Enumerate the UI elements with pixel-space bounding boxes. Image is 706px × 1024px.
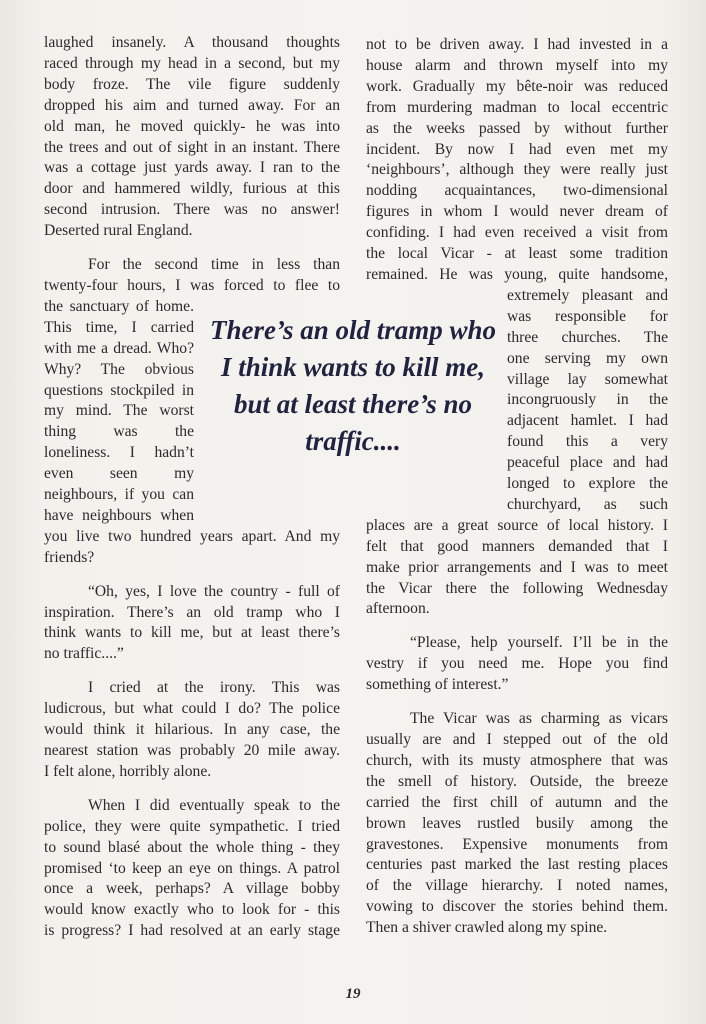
text-line: second intrusion. There was no answer! [44, 201, 340, 219]
text-line: something of interest.” [366, 676, 509, 694]
text-line: church, with its musty atmosphere that was [366, 751, 668, 769]
text-line: friends? [44, 548, 95, 566]
text-line: “Oh, yes, I love the country - full of [88, 582, 340, 600]
text-line: twenty-four hours, I was forced to flee to [44, 276, 340, 294]
text-line: police, they were quite sympathetic. I tried [44, 817, 340, 835]
text-line: centuries past marked the last resting places [366, 856, 668, 874]
text-line: afternoon. [366, 600, 430, 618]
text-line: confiding. I had even received a visit from [366, 224, 668, 242]
text-line: three churches. The [507, 328, 668, 346]
text-line: would know exactly who to look for - this [44, 901, 340, 919]
left-paragraph-2-full [44, 255, 340, 297]
text-line: make prior arrangements and I was to meet [366, 558, 668, 576]
text-line: churchyard, as such [507, 495, 668, 513]
page-number: 19 [345, 986, 361, 1002]
left-paragraph-2-end [44, 527, 340, 569]
text-line: ‘neighbours’, although they were really just [366, 161, 668, 179]
text-line: the smell of history. Outside, the breeze [366, 772, 668, 790]
text-line: work. Gradually my bête-noir was reduced [366, 77, 668, 95]
text-line: adjacent hamlet. I had [507, 412, 668, 430]
right-paragraph-1-end [366, 516, 668, 621]
left-paragraph-2-narrow [44, 297, 194, 527]
text-line: I felt alone, horribly alone. [44, 762, 212, 780]
text-line: door and hammered wildly, furious at this [44, 180, 340, 198]
text-line: felt that good manners demanded that I [366, 537, 668, 555]
text-line: When I did eventually speak to the [88, 796, 340, 814]
pull-quote: There’s an old tramp who I think wants to kill me, but at least there’s no traffic.... [209, 315, 497, 456]
text-line: the Vicar there the following Wednesday [366, 579, 668, 597]
text-line: laughed insanely. A thousand thoughts [44, 34, 340, 51]
text-line: neighbours, if you can [44, 486, 194, 504]
text-line: found this a very [507, 433, 668, 451]
text-line: the local Vicar - at least some tradition [366, 245, 668, 263]
right-paragraph-3 [366, 709, 668, 939]
text-line: The Vicar was as charming as vicars [410, 710, 668, 728]
right-paragraph-1-full [366, 35, 668, 286]
text-line: think wants to kill me, but at least there’s [44, 624, 340, 642]
text-line: ludicrous, but what could I do? The police [44, 700, 340, 718]
text-line: body froze. The vile figure suddenly [44, 75, 340, 93]
text-line: have neighbours when [44, 506, 194, 524]
right-paragraph-2 [366, 633, 668, 696]
text-line: extremely pleasant and [507, 286, 668, 304]
text-line: Then a shiver crawled along my spine. [366, 919, 608, 937]
text-line: my mind. The worst [44, 402, 194, 420]
text-line: to sound blasé about the whole thing - they [44, 838, 340, 856]
text-line: the trees and out of sight in an instant. There [44, 138, 340, 156]
text-line: remained. He was young, quite handsome, [366, 265, 668, 283]
text-line: Deserted rural England. [44, 222, 193, 240]
text-line: from murdering madman to local eccentric [366, 98, 668, 116]
text-line: was responsible for [507, 307, 668, 325]
text-line: raced through my head in a second, but my [44, 54, 340, 72]
text-line: once a week, perhaps? A village bobby [44, 880, 340, 898]
text-line: incident. By now I had even met my [366, 140, 668, 158]
text-line: no traffic....” [44, 645, 124, 663]
text-line: For the second time in less than [88, 256, 340, 274]
text-line: gravestones. Expensive monuments from [366, 835, 668, 853]
text-line: promised ‘to keep an eye on things. A patrol [44, 859, 340, 877]
text-line: nodding acquaintances, two-dimensional [366, 182, 668, 200]
text-line: thing was the [44, 423, 194, 441]
left-paragraph-1 [44, 33, 340, 242]
text-line: not to be driven away. I had invested in a [366, 36, 668, 53]
text-line: I cried at the irony. This was [88, 679, 340, 697]
text-line: “Please, help yourself. I’ll be in the [410, 634, 668, 652]
text-line: house alarm and thrown myself into my [366, 56, 668, 74]
text-line: vestry if you need me. Hope you find [366, 655, 668, 673]
text-line: one serving my own [507, 349, 668, 367]
text-line: even seen my [44, 465, 194, 483]
text-line: with me a dread. Who? [44, 339, 194, 357]
text-line: This time, I carried [44, 318, 194, 336]
text-line: Why? The obvious [44, 360, 194, 378]
left-paragraph-3 [44, 582, 340, 666]
right-column [366, 35, 668, 939]
text-line: loneliness. I hadn’t [44, 444, 194, 462]
text-line: the sanctuary of home. [44, 297, 194, 315]
text-line: longed to explore the [507, 475, 668, 493]
left-paragraph-5 [44, 796, 340, 942]
text-line: was a cottage just yards away. I ran to the [44, 159, 340, 177]
left-paragraph-4 [44, 678, 340, 783]
text-line: questions stockpiled in [44, 381, 194, 399]
text-line: inspiration. There’s an old tramp who I [44, 603, 340, 621]
text-line: carried the first chill of autumn and the [366, 793, 668, 811]
left-column [44, 33, 340, 942]
text-line: of the village hierarchy. I noted names, [366, 877, 668, 895]
text-line: figures in whom I would never dream of [366, 203, 668, 221]
text-line: nearest station was probably 20 mile away. [44, 742, 340, 759]
text-line: peaceful place and had [507, 454, 668, 472]
text-line: you live two hundred years apart. And my [44, 527, 340, 545]
text-line: as the weeks passed by without further [366, 119, 668, 137]
text-line: incongruously in the [507, 391, 668, 409]
right-paragraph-1-narrow [507, 286, 668, 516]
text-line: brown leaves rustled busily among the [366, 814, 668, 832]
text-line: usually are and I stepped out of the old [366, 731, 668, 748]
text-line: old man, he moved quickly- he was into [44, 117, 340, 135]
text-line: village lay somewhat [507, 370, 668, 388]
text-line: is progress? I had resolved at an early stage [44, 922, 340, 940]
text-line: vowing to discover the stories behind them. [366, 898, 668, 916]
text-line: dropped his aim and turned away. For an [44, 96, 340, 114]
text-line: would think it hilarious. In any case, the [44, 721, 340, 739]
text-line: places are a great source of local history. I [366, 516, 668, 534]
